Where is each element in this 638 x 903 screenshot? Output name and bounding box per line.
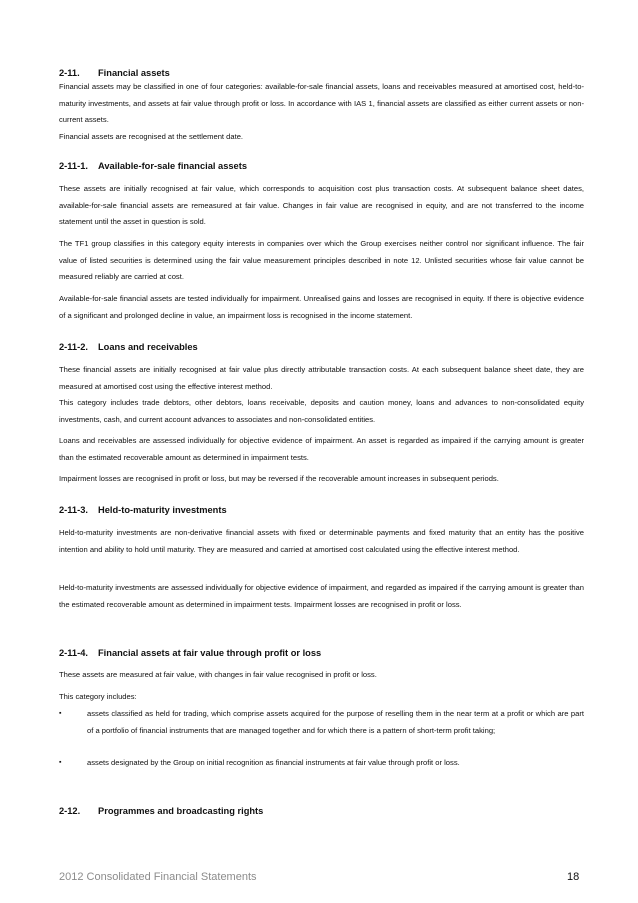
- heading-title: Loans and receivables: [98, 342, 198, 352]
- heading-number: 2-11-1.: [59, 161, 88, 171]
- heading-number: 2-11-3.: [59, 505, 88, 515]
- paragraph: Available-for-sale financial assets are tested individually for impairment. Unrealised gains and losses are recognised in equity. If there is objective evidence of a significant and prolonged decline in value, an impairment loss is recognised in the income statement.: [59, 294, 584, 320]
- paragraph: Loans and receivables are assessed individually for objective evidence of impairment. An asset is regarded as impaired if the carrying amount is greater than the estimated recoverable amount as determined in impairment tests.: [59, 436, 584, 462]
- bullet-square-icon: ▪: [59, 759, 62, 766]
- list-item: [59, 706, 584, 739]
- paragraph: These assets are measured at fair value, with changes in fair value recognised in profit or loss.: [59, 670, 377, 679]
- heading-2-11-4: [59, 648, 321, 658]
- heading-title: Financial assets at fair value through profit or loss: [98, 648, 322, 658]
- paragraph: Financial assets may be classified in one of four categories: available-for-sale financial assets, loans and receivables measured at amortised cost, held-to-maturity investments, and assets at fair value through profit or loss. In accordance with IAS 1, financial assets are classified as either current assets or non-current assets.: [59, 82, 584, 125]
- heading-2-11: [59, 68, 170, 78]
- paragraph: Impairment losses are recognised in profit or loss, but may be reversed if the recoverable amount increases in subsequent periods.: [59, 474, 499, 483]
- heading-2-11-2: [59, 342, 198, 352]
- heading-number: 2-12.: [59, 806, 81, 816]
- paragraph: Financial assets are recognised at the settlement date.: [59, 132, 244, 141]
- paragraph: The TF1 group classifies in this category equity interests in companies over which the Group exercises neither control nor significant influence. The fair value of listed securities is determined using the fair value measurement principles described in note 12. Unlisted securities whose fair value cannot be measured reliably are carried at cost.: [59, 239, 584, 282]
- paragraph: These assets are initially recognised at fair value, which corresponds to acquisition cost plus transaction costs. At subsequent balance sheet dates, available-for-sale financial assets are remeasured at fair value. Changes in fair value are recognised in equity, and are not transferred to the income statement until the asset in question is sold.: [59, 184, 584, 227]
- list-item: [59, 755, 584, 772]
- paragraph: These financial assets are initially recognised at fair value plus directly attributable transaction costs. At each subsequent balance sheet date, they are measured at amortised cost using the effective interest method.: [59, 365, 584, 391]
- heading-number: 2-11-4.: [59, 648, 88, 658]
- list-item-text: assets classified as held for trading, which comprise assets acquired for the purpose of reselling them in the near term at a profit or which are part of a portfolio of financial instruments that are managed together and for which there is a pattern of short-term profit taking;: [87, 709, 584, 735]
- heading-2-11-3: [59, 505, 227, 515]
- heading-2-12: [59, 806, 263, 816]
- heading-title: Held-to-maturity investments: [98, 505, 227, 515]
- paragraph: This category includes:: [59, 692, 137, 701]
- heading-number: 2-11.: [59, 68, 80, 78]
- bullet-square-icon: ▪: [59, 710, 62, 717]
- page-number: 18: [567, 871, 580, 883]
- paragraph: Held-to-maturity investments are non-derivative financial assets with fixed or determinable payments and fixed maturity that an entity has the positive intention and ability to hold until maturity. They are measured and carried at amortised cost calculated using the effective interest method.: [59, 528, 584, 554]
- heading-title: Available-for-sale financial assets: [98, 161, 247, 171]
- paragraph: This category includes trade debtors, other debtors, loans receivable, deposits and caution money, loans and advances to non-consolidated equity investments, cash, and current account advances to associates and non-consolidated entities.: [59, 398, 584, 424]
- heading-number: 2-11-2.: [59, 342, 88, 352]
- heading-2-11-1: [59, 161, 247, 171]
- list-item-text: assets designated by the Group on initial recognition as financial instruments at fair value through profit or loss.: [87, 758, 460, 767]
- heading-title: Programmes and broadcasting rights: [98, 806, 264, 816]
- footer-title: 2012 Consolidated Financial Statements: [59, 871, 257, 883]
- heading-title: Financial assets: [98, 68, 170, 78]
- paragraph: Held-to-maturity investments are assessed individually for objective evidence of impairment, and regarded as impaired if the carrying amount is greater than the estimated recoverable amount as determined in impairment tests. Impairment losses are recognised in profit or loss.: [59, 583, 584, 609]
